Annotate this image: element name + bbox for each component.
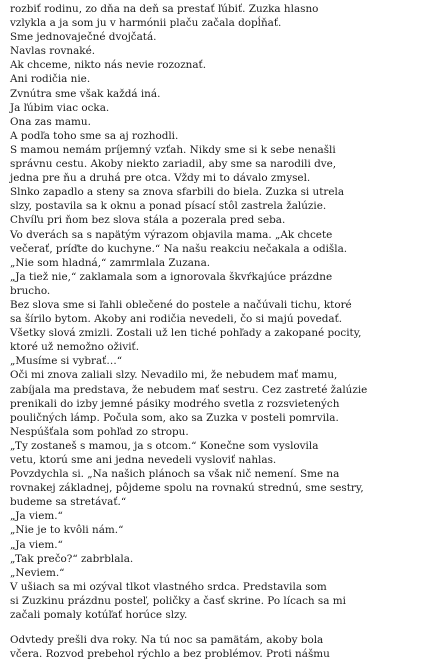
text-line: „Musíme si vybrať…“ [10, 355, 123, 368]
section-gap [10, 622, 434, 633]
text-line: Bez slova sme si ľahli oblečené do postele a načúvali tichu, ktoré [10, 298, 352, 311]
text-line: Všetky slová zmizli. Zostali už len tiché pohľady a zakopané pocity, [10, 327, 362, 340]
text-line: Ja ľúbim viac ocka. [10, 101, 110, 114]
text-line: si Zuzkinu prázdnu posteľ, poličky a časť skrine. Po lícach sa mi [10, 594, 346, 607]
text-line: vetu, ktorú sme ani jedna nevedeli vysloviť nahlas. [10, 454, 277, 466]
text-line: A podľa toho sme sa aj rozhodli. [10, 129, 179, 142]
text-line: pouličných lámp. Počula som, ako sa Zuzka v posteli pomrvila. [10, 411, 339, 424]
text-line: Chvíľu pri ňom bez slova stála a pozerala pred seba. [10, 214, 286, 227]
text-line: V ušiach sa mi ozýval tlkot vlastného srdca. Predstavila som [10, 580, 327, 593]
text-line: „Tak prečo?“ zabrblala. [10, 552, 134, 565]
text-line: „Ty zostaneš s mamou, ja s otcom.“ Konečne som vyslovila [10, 439, 319, 452]
text-line: vzlykla a ja som ju v harmónii plaču začala dopĺňať. [10, 17, 282, 30]
text-line: slzy, postavila sa k oknu a ponad písací stôl zastrela žalúzie. [10, 200, 327, 213]
text-line: rozbiť rodinu, zo dňa na deň sa prestať ľúbiť. Zuzka hlasno [10, 3, 319, 15]
text-line: Povzdychla si. „Na našich plánoch sa však nič nemení. Sme na [10, 468, 340, 481]
text-line: „Ja tiež nie,“ zaklamala som a ignorovala škvŕkajúce prázdne [10, 270, 333, 283]
text-line: rovnakej základnej, pôjdeme spolu na rovnakú strednú, sme sestry, [10, 482, 364, 495]
text-line: Navlas rovnaké. [10, 45, 96, 58]
text-line: jedna pre ňu a druhá pre otca. Vždy mi to dávalo zmysel. [10, 172, 311, 185]
text-line: „Ja viem.“ [10, 538, 63, 551]
paragraph-block-1 [10, 2, 434, 622]
text-line: Sme jednovaječné dvojčatá. [10, 31, 157, 44]
text-line: začali pomaly kotúľať horúce slzy. [10, 609, 188, 622]
text-line: budeme sa stretávať.“ [10, 496, 127, 509]
text-line: ktoré už nemožno oživiť. [10, 341, 140, 354]
text-line: Vo dverách sa s napätým výrazom objavila mama. „Ak chcete [10, 228, 333, 241]
text-line: „Ja viem.“ [10, 510, 63, 523]
text-line: Ani rodičia nie. [10, 73, 91, 86]
text-line: Nespúšťala som pohľad zo stropu. [10, 425, 189, 438]
text-line: sa šírilo bytom. Akoby ani rodičia nevedeli, čo si majú povedať. [10, 313, 343, 326]
text-line: „Nie je to kvôli nám.“ [10, 524, 124, 537]
paragraph-block-2 [10, 633, 434, 661]
text-line: správnu cestu. Akoby niekto zariadil, aby sme sa narodili dve, [10, 158, 337, 171]
text-line: Oči mi znova zaliali slzy. Nevadilo mi, že nebudem mať mamu, [10, 369, 338, 382]
text-line: zabíjala ma predstava, že nebudem mať sestru. Cez zastreté žalúzie [10, 383, 368, 396]
text-line: prenikali do izby jemné pásiky modrého svetla z rozsvietených [10, 397, 340, 410]
text-line: Zvnútra sme však každá iná. [10, 87, 161, 100]
text-line: brucho. [10, 284, 51, 297]
document-page [10, 2, 434, 661]
text-line: včera. Rozvod prebehol rýchlo a bez problémov. Proti nášmu [10, 648, 330, 661]
text-line: „Neviem.“ [10, 566, 65, 579]
text-line: večerať, príďte do kuchyne.“ Na našu reakciu nečakala a odišla. [10, 242, 348, 255]
text-line: Ona zas mamu. [10, 115, 91, 128]
text-line: Slnko zapadlo a steny sa znova sfarbili do biela. Zuzka si utrela [10, 186, 345, 199]
text-line: Odvtedy prešli dva roky. Na tú noc sa pamätám, akoby bola [10, 634, 324, 647]
text-line: Ak chceme, nikto nás nevie rozoznať. [10, 59, 207, 72]
text-line: „Nie som hladná,“ zamrmlala Zuzana. [10, 256, 211, 269]
text-line: S mamou nemám príjemný vzťah. Nikdy sme si k sebe nenašli [10, 143, 336, 156]
